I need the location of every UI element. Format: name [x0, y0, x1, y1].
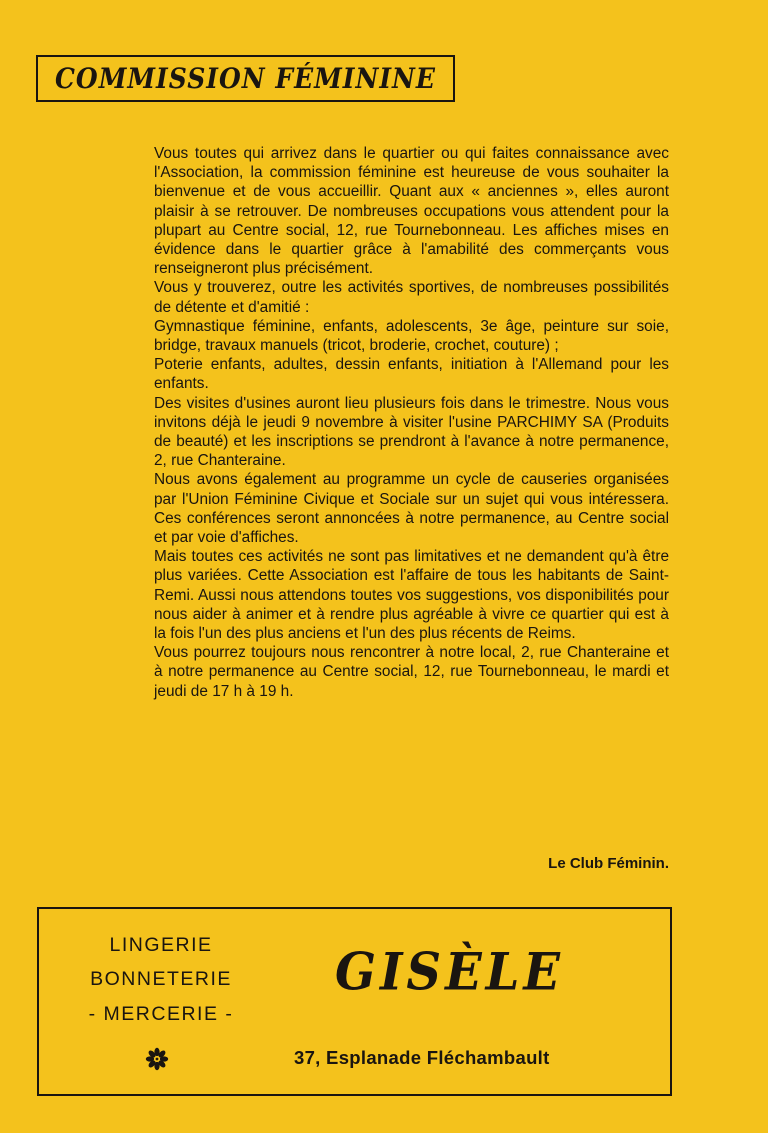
paragraph-activities-intro: Vous y trouverez, outre les activités sportives, de nombreuses possibilités de détente et d'amitié :	[154, 279, 669, 316]
shop-address: 37, Esplanade Fléchambault	[294, 1047, 550, 1068]
paragraph-gymnastics: Gymnastique féminine, enfants, adolescents, 3e âge, peinture sur soie, bridge, travaux manuels (tricot, broderie, crochet, couture) ;	[154, 317, 669, 355]
paragraph-pottery: Poterie enfants, adultes, dessin enfants, initiation à l'Allemand pour les enfants.	[154, 356, 669, 393]
flower-logo-icon	[145, 1047, 169, 1071]
ad-line-mercerie: - MERCERIE -	[88, 1003, 234, 1025]
paragraph-talks: Nous avons également au programme un cycle de causeries organisées par l'Union Féminine Civique et Sociale sur un sujet qui vous intéressera. Ces conférences seront annoncées à notre permanence, au Centre social et par voie d'affiches.	[154, 471, 669, 547]
article-body	[154, 144, 669, 701]
section-title-box	[36, 55, 455, 102]
paragraph-factory-visits: Des visites d'usines auront lieu plusieurs fois dans le trimestre. Nous vous invitons déjà le jeudi 9 novembre à visiter l'usine PARCHIMY SA (Produits de beauté) et les inscriptions se prendront à l'avance à notre permanence, 2, rue Chanteraine.	[154, 394, 669, 470]
paragraph-suggestions: Mais toutes ces activités ne sont pas limitatives et ne demandent qu'à être plus variées. Cette Association est l'affaire de tous les habitants de Saint-Remi. Aussi nous attendons toutes vos suggestions, vos disponibilités pour nous aider à animer et à rendre plus agréable à vivre ce quartier qui est à la fois l'un des plus anciens et l'un des plus récents de Reims.	[154, 548, 669, 643]
brand-name: GISÈLE	[334, 941, 565, 1003]
ad-line-bonneterie: BONNETERIE	[90, 968, 232, 990]
advertisement-box	[37, 907, 672, 1096]
section-title: COMMISSION FÉMININE	[55, 62, 436, 95]
paragraph-contact: Vous pourrez toujours nous rencontrer à notre local, 2, rue Chanteraine et à notre permanence au Centre social, 12, rue Tournebonneau, le mardi et jeudi de 17 h à 19 h.	[154, 644, 669, 700]
paragraph-intro: Vous toutes qui arrivez dans le quartier ou qui faites connaissance avec l'Association, la commission féminine est heureuse de vous souhaiter la bienvenue et de vous accueillir. Quant aux « anciennes », elles auront plaisir à se retrouver. De nombreuses occupations vous attendent pour la plupart au Centre social, 12, rue Tournebonneau. Les affiches mises en évidence dans le quartier grâce à l'amabilité des commerçants vous renseigneront plus précisément.	[154, 145, 669, 278]
ad-line-lingerie: LINGERIE	[109, 934, 213, 956]
signature: Le Club Féminin.	[548, 855, 669, 872]
